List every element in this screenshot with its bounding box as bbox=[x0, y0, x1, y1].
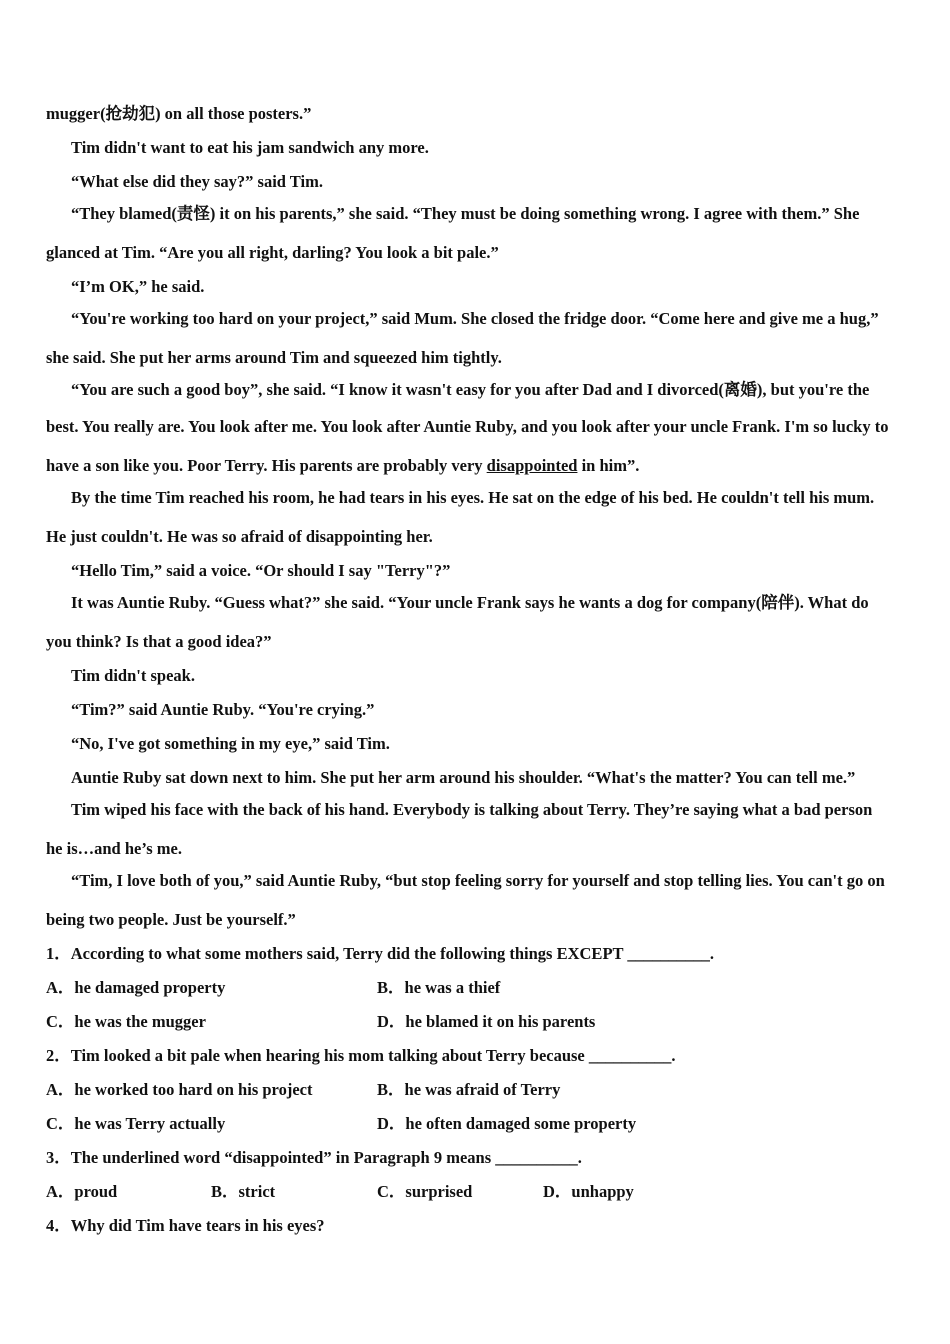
question-number: 2． bbox=[46, 1046, 71, 1065]
options-row bbox=[46, 971, 906, 1005]
passage-line: “They blamed(责怪) it on his parents,” she said. “They must be doing something wrong. I agree with them.” She bbox=[71, 204, 860, 223]
passage-line bbox=[46, 449, 906, 483]
question-number: 3． bbox=[46, 1148, 71, 1167]
passage-line: Tim wiped his face with the back of his hand. Everybody is talking about Terry. They’re saying what a bad person bbox=[71, 800, 873, 819]
question-text: According to what some mothers said, Terry did the following things EXCEPT __________. bbox=[70, 944, 714, 963]
passage-line: “You are such a good boy”, she said. “I know it wasn't easy for you after Dad and I divorced(离婚), but you're the bbox=[71, 380, 870, 399]
option-c[interactable]: C．he was the mugger bbox=[46, 1012, 206, 1031]
question-stem bbox=[46, 937, 906, 971]
options-row bbox=[46, 1175, 906, 1209]
passage-line: “You're working too hard on your project,” said Mum. She closed the fridge door. “Come here and give me a hug,” bbox=[71, 309, 879, 328]
question-stem bbox=[46, 1141, 906, 1175]
passage-text: in him”. bbox=[577, 456, 640, 475]
passage-line: “Hello Tim,” said a voice. “Or should I say "Terry"?” bbox=[71, 561, 451, 580]
passage-line: “What else did they say?” said Tim. bbox=[71, 172, 323, 191]
option-a[interactable]: A．he damaged property bbox=[46, 978, 226, 997]
option-d[interactable]: D．unhappy bbox=[543, 1182, 634, 1201]
passage-line: “I’m OK,” he said. bbox=[71, 277, 205, 296]
options-row bbox=[46, 1107, 906, 1141]
passage-line: best. You really are. You look after me. You look after Auntie Ruby, and you look after your uncle Frank. I'm so lucky to bbox=[46, 417, 889, 436]
option-b[interactable]: B．he was afraid of Terry bbox=[377, 1080, 561, 1099]
passage-line: Tim didn't speak. bbox=[71, 666, 195, 685]
option-d[interactable]: D．he blamed it on his parents bbox=[377, 1012, 596, 1031]
option-b[interactable]: B．he was a thief bbox=[377, 978, 501, 997]
passage-line: Tim didn't want to eat his jam sandwich any more. bbox=[71, 138, 429, 157]
question-stem bbox=[46, 1039, 906, 1073]
passage-line: glanced at Tim. “Are you all right, darling? You look a bit pale.” bbox=[46, 243, 499, 262]
question-text: Tim looked a bit pale when hearing his mom talking about Terry because __________. bbox=[70, 1046, 676, 1065]
option-c[interactable]: C．surprised bbox=[377, 1182, 473, 1201]
option-a[interactable]: A．he worked too hard on his project bbox=[46, 1080, 313, 1099]
underlined-word: disappointed bbox=[486, 456, 578, 475]
passage-line: she said. She put her arms around Tim and squeezed him tightly. bbox=[46, 348, 502, 367]
options-row bbox=[46, 1073, 906, 1107]
option-c[interactable]: C．he was Terry actually bbox=[46, 1114, 226, 1133]
passage-line: he is…and he’s me. bbox=[46, 839, 182, 858]
options-row bbox=[46, 1005, 906, 1039]
question-text: The underlined word “disappointed” in Paragraph 9 means __________. bbox=[70, 1148, 582, 1167]
passage-line: you think? Is that a good idea?” bbox=[46, 632, 272, 651]
passage-text: have a son like you. Poor Terry. His parents are probably very bbox=[46, 456, 487, 475]
option-b[interactable]: B．strict bbox=[211, 1182, 276, 1201]
option-a[interactable]: A．proud bbox=[46, 1182, 118, 1201]
question-text: Why did Tim have tears in his eyes? bbox=[70, 1216, 325, 1235]
question-number: 4． bbox=[46, 1216, 71, 1235]
question-stem bbox=[46, 1209, 906, 1243]
passage-line: “Tim?” said Auntie Ruby. “You're crying.” bbox=[71, 700, 375, 719]
question-number: 1． bbox=[46, 944, 71, 963]
passage-line: “No, I've got something in my eye,” said Tim. bbox=[71, 734, 390, 753]
passage-line: It was Auntie Ruby. “Guess what?” she said. “Your uncle Frank says he wants a dog for company(陪伴). What do bbox=[71, 593, 869, 612]
passage-line: “Tim, I love both of you,” said Auntie Ruby, “but stop feeling sorry for yourself and stop telling lies. You can't go on bbox=[71, 871, 885, 890]
passage-line: Auntie Ruby sat down next to him. She put her arm around his shoulder. “What's the matter? You can tell me.” bbox=[71, 768, 856, 787]
passage-line: being two people. Just be yourself.” bbox=[46, 910, 296, 929]
passage-line: He just couldn't. He was so afraid of disappointing her. bbox=[46, 527, 433, 546]
document-page bbox=[46, 97, 906, 1243]
option-d[interactable]: D．he often damaged some property bbox=[377, 1114, 637, 1133]
passage-line: mugger(抢劫犯) on all those posters.” bbox=[46, 104, 312, 123]
passage-line: By the time Tim reached his room, he had tears in his eyes. He sat on the edge of his bed. He couldn't tell his mum. bbox=[71, 488, 875, 507]
